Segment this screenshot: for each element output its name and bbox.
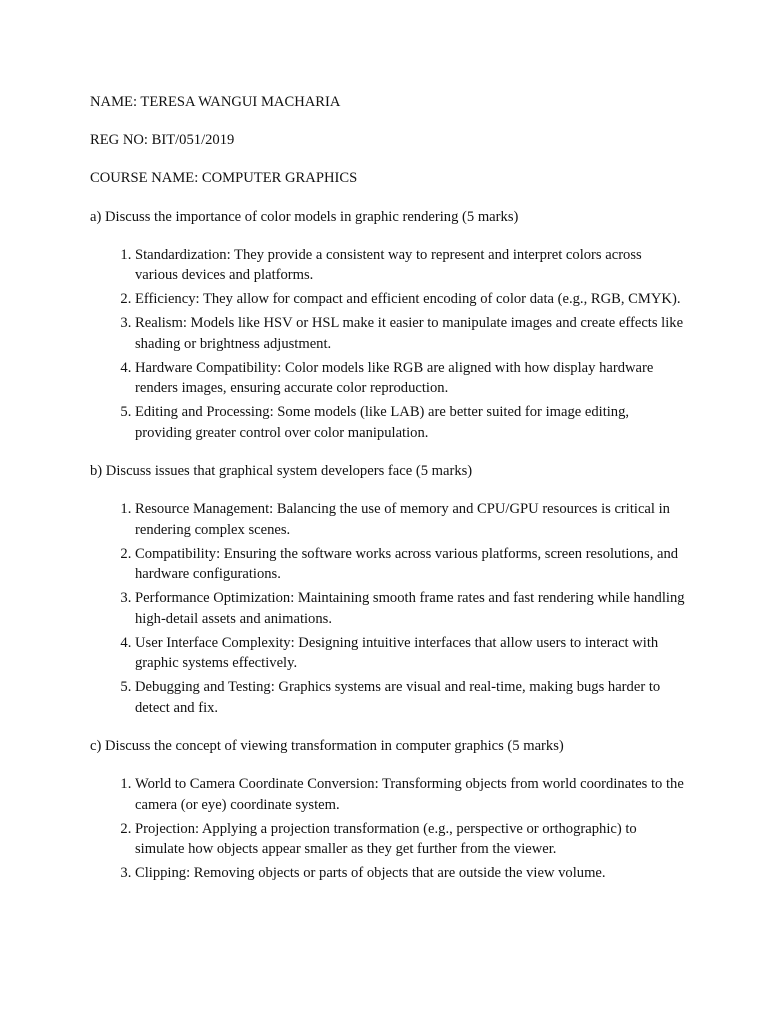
list-item: 4. User Interface Complexity: Designing intuitive interfaces that allow users to interact with graphic systems effectively.: [135, 633, 686, 674]
registration-number: REG NO: BIT/051/2019: [90, 132, 235, 149]
answer-list-c: [90, 774, 686, 884]
course-name: COURSE NAME: COMPUTER GRAPHICS: [90, 170, 358, 187]
question-b: b) Discuss issues that graphical system developers face (5 marks): [90, 463, 473, 480]
question-a: a) Discuss the importance of color models in graphic rendering (5 marks): [90, 208, 519, 225]
list-item: 2. Projection: Applying a projection transformation (e.g., perspective or orthographic) to simulate how objects appear smaller as they get further from the viewer.: [135, 819, 686, 860]
section-b: [90, 461, 686, 718]
list-item: 1. Standardization: They provide a consistent way to represent and interpret colors across various devices and platforms.: [135, 245, 686, 286]
list-item: 3. Performance Optimization: Maintaining smooth frame rates and fast rendering while handling high-detail assets and animations.: [135, 588, 686, 629]
list-item: 3. Clipping: Removing objects or parts of objects that are outside the view volume.: [135, 863, 686, 884]
list-item: 1. World to Camera Coordinate Conversion: Transforming objects from world coordinates to the camera (or eye) coordinate system.: [135, 774, 686, 815]
list-item: 5. Debugging and Testing: Graphics systems are visual and real-time, making bugs harder to detect and fix.: [135, 677, 686, 718]
list-item: 2. Efficiency: They allow for compact and efficient encoding of color data (e.g., RGB, CMYK).: [135, 289, 686, 310]
list-item: 3. Realism: Models like HSV or HSL make it easier to manipulate images and create effects like shading or brightness adjustment.: [135, 313, 686, 354]
answer-list-a: [90, 245, 686, 444]
document-page: [90, 92, 686, 901]
list-item: 5. Editing and Processing: Some models (like LAB) are better suited for image editing, providing greater control over color manipulation.: [135, 402, 686, 443]
list-item: 4. Hardware Compatibility: Color models like RGB are aligned with how display hardware renders images, ensuring accurate color reproduction.: [135, 358, 686, 399]
list-item: 1. Resource Management: Balancing the use of memory and CPU/GPU resources is critical in rendering complex scenes.: [135, 499, 686, 540]
answer-list-b: [90, 499, 686, 719]
student-name: NAME: TERESA WANGUI MACHARIA: [90, 94, 341, 110]
list-item: 2. Compatibility: Ensuring the software works across various platforms, screen resolutions, and hardware configurations.: [135, 544, 686, 585]
section-c: [90, 736, 686, 884]
section-a: [90, 207, 686, 444]
question-c: c) Discuss the concept of viewing transformation in computer graphics (5 marks): [90, 738, 564, 755]
